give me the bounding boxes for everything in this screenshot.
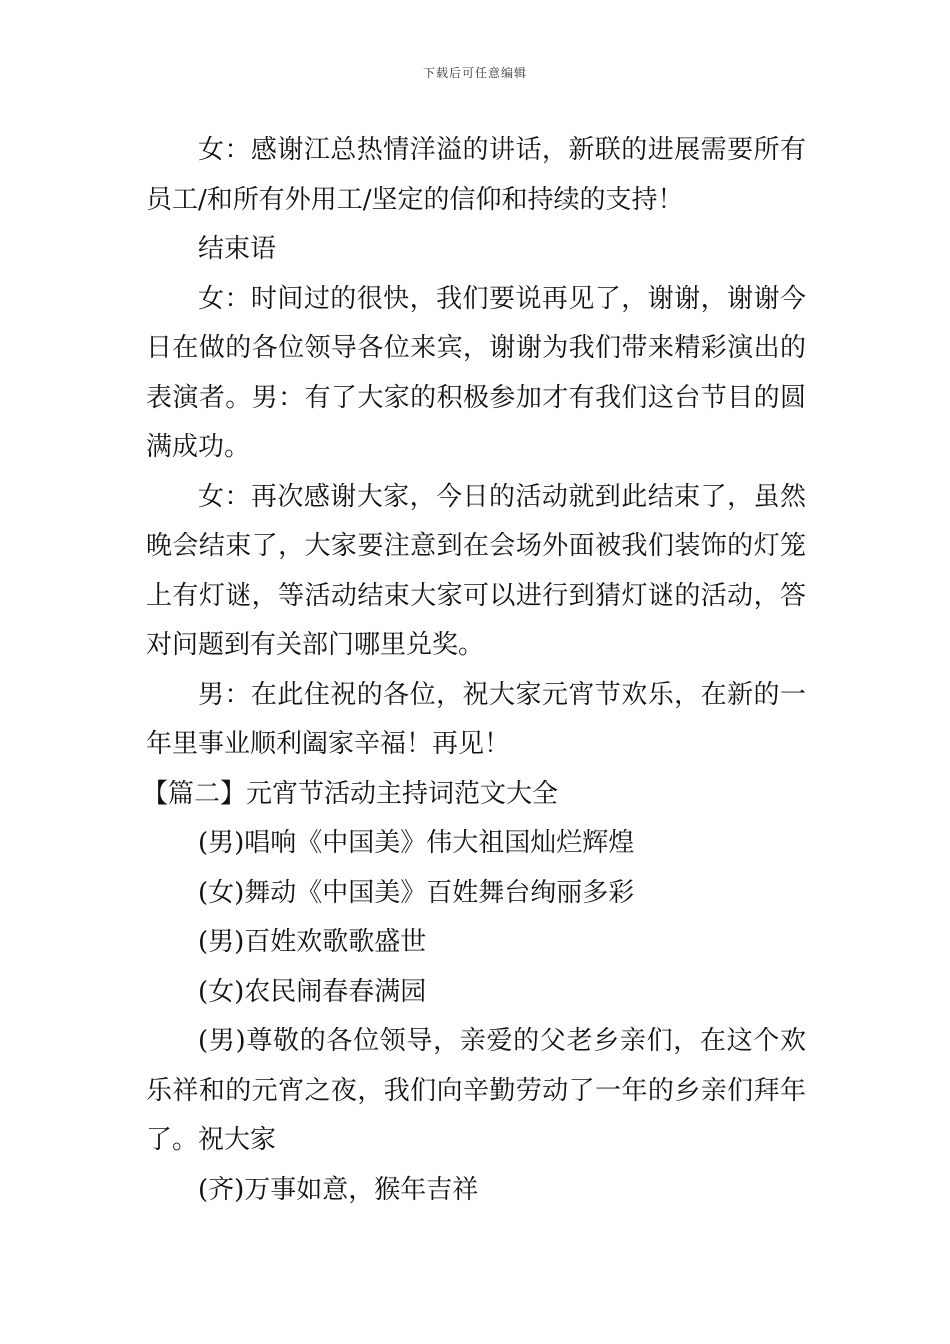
paragraph-closing-thanks: 女：感谢江总热情洋溢的讲话，新联的进展需要所有员工/和所有外用工/坚定的信仰和持续的支持！ <box>146 135 806 215</box>
line-male-2: (男)百姓欢歌歌盛世 <box>198 927 427 957</box>
paragraph-greeting: (男)尊敬的各位领导，亲爱的父老乡亲们，在这个欢乐祥和的元宵之夜，我们向辛勤劳动了一年的乡亲们拜年了。祝大家 <box>146 1026 806 1155</box>
paragraph-final-wishes: 男：在此住祝的各位，祝大家元宵节欢乐，在新的一年里事业顺利阖家辛福！再见！ <box>146 679 806 759</box>
line-female-2: (女)农民闹春春满园 <box>198 976 427 1007</box>
line-female-1: (女)舞动《中国美》百姓舞台绚丽多彩 <box>198 877 635 908</box>
page-header-note: 下载后可任意编辑 <box>422 66 527 80</box>
section-label-ending: 结束语 <box>198 234 277 264</box>
line-male-1: (男)唱响《中国美》伟大祖国灿烂辉煌 <box>198 828 635 858</box>
section-heading-part-two: 【篇二】元宵节活动主持词范文大全 <box>142 778 559 809</box>
line-together: (齐)万事如意，猴年吉祥 <box>198 1174 479 1205</box>
document-body <box>142 126 806 1215</box>
paragraph-farewell: 女：时间过的很快，我们要说再见了，谢谢，谢谢今日在做的各位领导各位来宾，谢谢为我们带来精彩演出的表演者。男：有了大家的积极参加才有我们这台节目的圆满成功。 <box>146 283 806 462</box>
paragraph-lantern-riddles: 女：再次感谢大家，今日的活动就到此结束了，虽然晚会结束了，大家要注意到在会场外面被我们装饰的灯笼上有灯谜，等活动结束大家可以进行到猜灯谜的活动，答对问题到有关部门哪里兑奖。 <box>146 481 806 660</box>
